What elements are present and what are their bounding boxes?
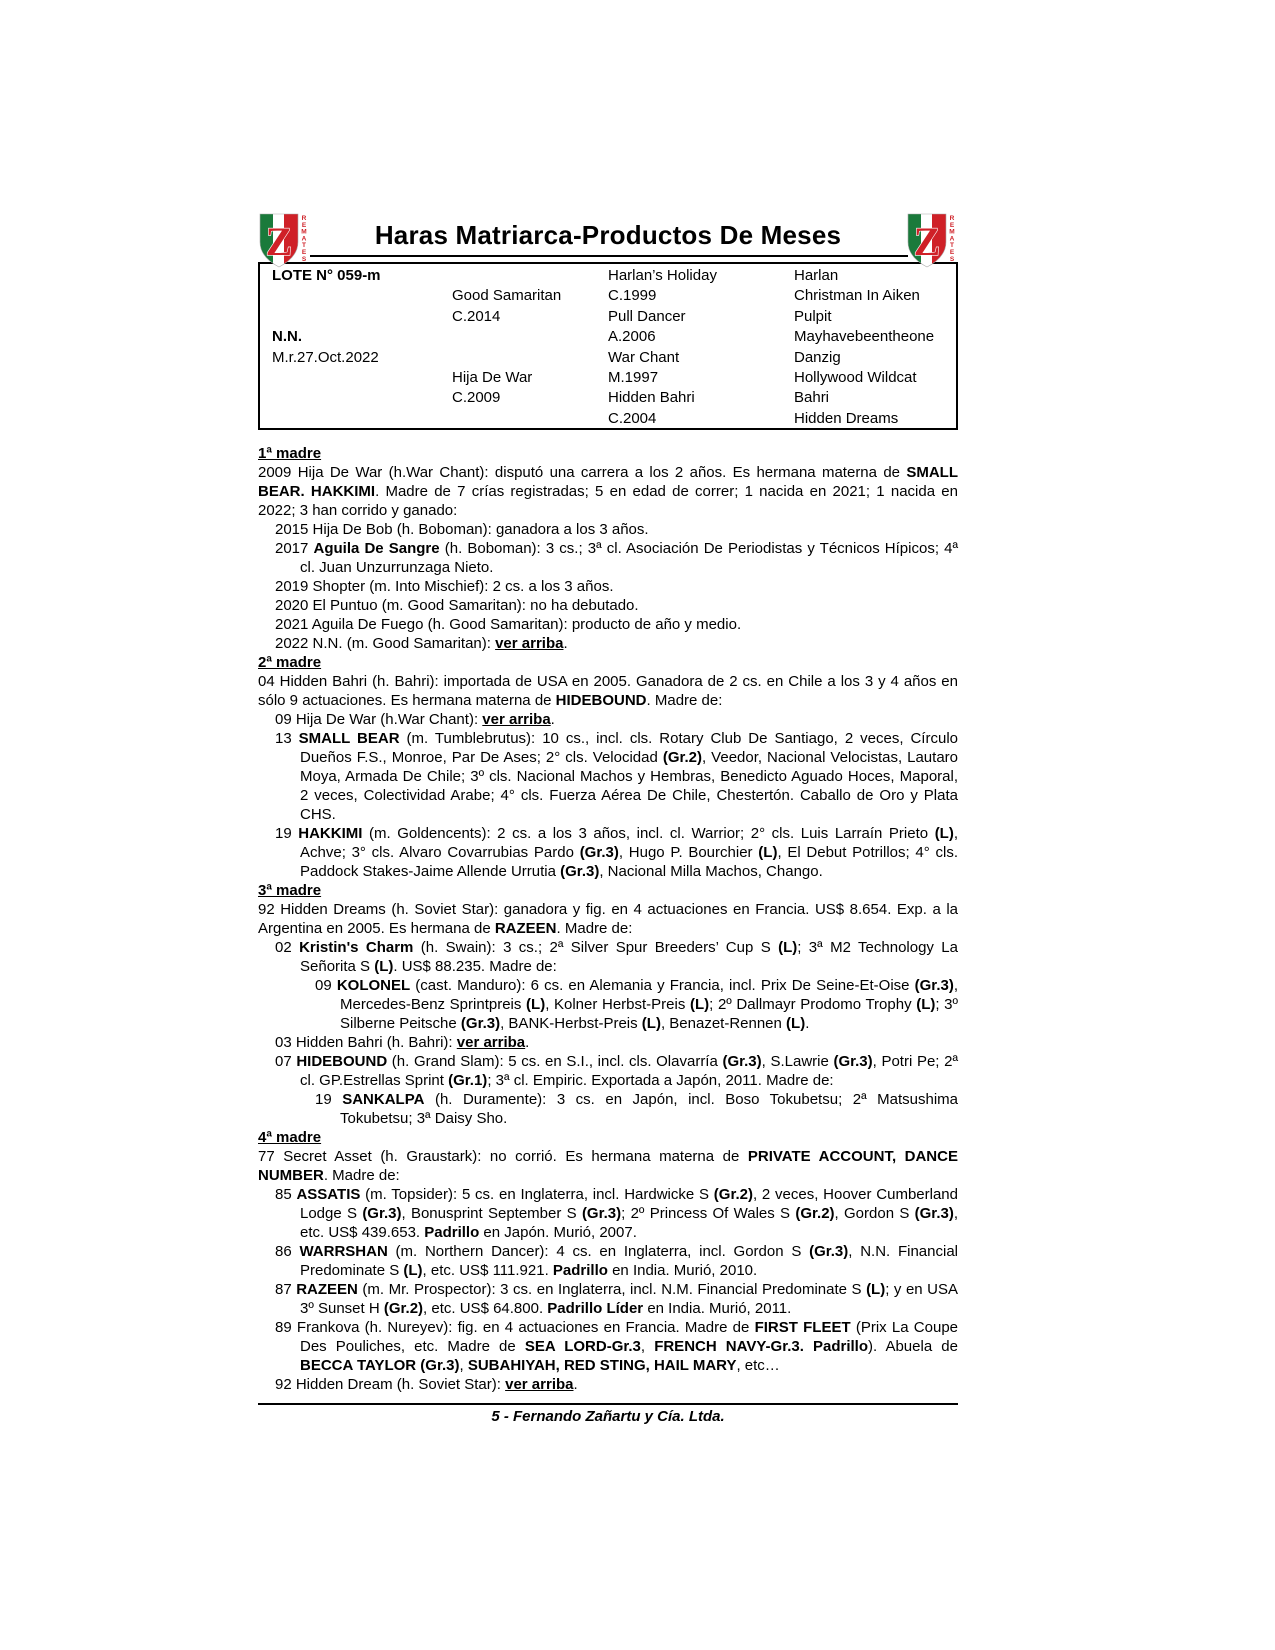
text-segment: WARRSHAN xyxy=(299,1243,388,1260)
pedigree-cell: M.1997 xyxy=(608,368,659,386)
logo-monogram: Z xyxy=(265,219,293,264)
text-segment: 02 xyxy=(275,939,300,956)
pedigree-cell: C.1999 xyxy=(608,287,657,305)
text-segment: 2020 El Puntuo (m. Good Samaritan): no ha debutado. xyxy=(275,597,639,614)
text-segment: (cast. Manduro): 6 cs. en Alemania y Francia, incl. Prix De Seine-Et-Oise xyxy=(410,977,915,994)
footer-text: 5 - Fernando Zañartu y Cía. Ltda. xyxy=(491,1408,725,1425)
pedigree-row xyxy=(260,266,956,286)
pedigree-notes xyxy=(258,444,958,1394)
zj-remates-logo-right xyxy=(906,211,958,271)
logo-side-text: R E M A T E S xyxy=(301,215,307,263)
text-segment: . Madre de: xyxy=(556,920,633,937)
text-segment: . Madre de: xyxy=(323,1167,400,1184)
note-paragraph xyxy=(258,710,958,729)
text-segment: HAKKIMI xyxy=(298,825,363,842)
text-segment: , S.Lawrie xyxy=(761,1053,834,1070)
pedigree-table xyxy=(258,262,958,430)
section-heading: 4ª madre xyxy=(258,1129,322,1146)
text-segment: (m. Mr. Prospector): 3 cs. en Inglaterra, incl. N.M. Financial Predominate S xyxy=(357,1281,867,1298)
note-paragraph xyxy=(258,634,958,653)
text-segment: HIDEBOUND xyxy=(555,692,647,709)
note-paragraph xyxy=(258,463,958,520)
pedigree-row xyxy=(260,286,956,306)
text-segment: FIRST FLEET xyxy=(754,1319,851,1336)
pedigree-cell: Pulpit xyxy=(794,307,832,325)
text-segment: 07 xyxy=(275,1053,297,1070)
text-segment: (L) xyxy=(786,1015,806,1032)
text-segment: (Gr.1) xyxy=(448,1072,488,1089)
pedigree-cell: A.2006 xyxy=(608,328,656,346)
text-segment: 13 xyxy=(275,730,299,747)
text-segment: (L) xyxy=(758,844,778,861)
text-segment: (Gr.2) xyxy=(383,1300,424,1317)
pedigree-cell: War Chant xyxy=(608,348,680,366)
text-segment: 2022 N.N. (m. Good Samaritan): xyxy=(275,635,496,652)
text-segment: Padrillo xyxy=(552,1262,608,1279)
text-segment: en India. Murió, 2011. xyxy=(643,1300,792,1317)
note-paragraph xyxy=(258,1090,958,1128)
pedigree-cell: N.N. xyxy=(272,328,302,346)
text-segment: , xyxy=(640,1338,655,1355)
text-segment: (L) xyxy=(374,958,394,975)
text-segment: , etc… xyxy=(736,1357,780,1374)
text-segment: , BANK-Herbst-Preis xyxy=(500,1015,642,1032)
text-segment: ; 3ª M2 Technology La Señorita S xyxy=(300,939,958,975)
text-segment: 2017 xyxy=(275,540,314,557)
pedigree-cell: C.2009 xyxy=(452,389,501,407)
text-segment: en India. Murió, 2010. xyxy=(607,1262,758,1279)
text-segment: (h. Grand Slam): 5 cs. en S.I., incl. cls. Olavarría xyxy=(387,1053,723,1070)
note-paragraph xyxy=(258,900,958,938)
text-segment: ASSATIS xyxy=(296,1186,361,1203)
text-segment: 2015 Hija De Bob (h. Boboman): ganadora a los 3 años. xyxy=(275,521,649,538)
pedigree-cell: LOTE N° 059-m xyxy=(272,267,381,284)
pedigree-cell: Christman In Aiken xyxy=(794,287,920,305)
note-paragraph xyxy=(258,1375,958,1394)
text-segment: RAZEEN xyxy=(296,1281,358,1298)
text-segment: KOLONEL xyxy=(336,977,411,994)
pedigree-cell: Hidden Bahri xyxy=(608,389,695,407)
pedigree-cell: C.2014 xyxy=(452,307,501,325)
logo-monogram: Z xyxy=(913,219,941,264)
text-segment: (L) xyxy=(778,939,798,956)
text-segment: (L) xyxy=(934,825,954,842)
pedigree-cell: Mayhavebeentheone xyxy=(794,328,935,346)
text-segment: (Gr.2) xyxy=(713,1186,753,1203)
pedigree-cell: Hija De War xyxy=(452,368,533,386)
text-segment: 92 Hidden Dream (h. Soviet Star): xyxy=(275,1376,506,1393)
text-segment: (m. Tumblebrutus): 10 cs., incl. cls. Rotary Club De Santiago, 2 veces, Círculo Dueños F.S., Monroe, Par De Ases; 2° cls. Velocidad xyxy=(300,730,958,766)
text-segment: , Bonusprint September S xyxy=(401,1205,582,1222)
text-segment: (m. Northern Dancer): 4 cs. en Inglaterra, incl. Gordon S xyxy=(387,1243,810,1260)
text-segment: ; 3º Silberne Peitsche xyxy=(340,996,959,1032)
pedigree-cell: Bahri xyxy=(794,389,830,407)
text-segment: , Gordon S xyxy=(834,1205,915,1222)
text-segment: BECCA TAYLOR (Gr.3) xyxy=(300,1357,460,1374)
text-segment: 87 xyxy=(275,1281,297,1298)
pedigree-cell: Pull Dancer xyxy=(608,307,686,325)
text-segment: 2019 Shopter (m. Into Mischief): 2 cs. a los 3 años. xyxy=(275,578,614,595)
note-paragraph xyxy=(258,1242,958,1280)
text-segment: (L) xyxy=(526,996,546,1013)
text-segment: en Japón. Murió, 2007. xyxy=(479,1224,637,1241)
text-segment: (Gr.3) xyxy=(833,1053,873,1070)
text-segment: (h. Swain): 3 cs.; 2ª Silver Spur Breeders’ Cup S xyxy=(413,939,779,956)
ver-arriba-ref: ver arriba xyxy=(482,711,551,728)
pedigree-cell xyxy=(452,266,608,286)
text-segment: . US$ 88.235. Madre de: xyxy=(393,958,557,975)
text-segment: 92 Hidden Dreams (h. Soviet Star): ganadora y fig. en 4 actuaciones en Francia. US$ 8.654. Exp. a la Argentina en 2005. Es hermana de xyxy=(258,901,958,937)
text-segment: HIDEBOUND xyxy=(296,1053,388,1070)
text-segment: , Achve; 3° cls. Alvaro Covarrubias Pardo xyxy=(300,825,959,861)
note-paragraph xyxy=(258,520,958,539)
text-segment: , N.N. Financial Predominate S xyxy=(300,1243,958,1279)
note-paragraph xyxy=(258,1185,958,1242)
text-segment: (h. Duramente): 3 cs. en Japón, incl. Boso Tokubetsu; 2ª Matsushima Tokubetsu; 3ª Daisy Sho. xyxy=(340,1091,958,1127)
text-segment: (h. Boboman): 3 cs.; 3ª cl. Asociación De Periodistas y Técnicos Hípicos; 4ª cl. Juan Unzurrunzaga Nieto. xyxy=(300,540,959,576)
pedigree-cell xyxy=(260,368,452,388)
text-segment: SMALL BEAR xyxy=(298,730,400,747)
note-paragraph xyxy=(258,1033,958,1052)
header-rule xyxy=(310,255,908,257)
text-segment: FRENCH NAVY-Gr.3. Padrillo xyxy=(654,1338,869,1355)
text-segment: (Prix La Coupe Des Pouliches, etc. Madre de xyxy=(300,1319,959,1355)
text-segment: 04 Hidden Bahri (h. Bahri): importada de USA en 2005. Ganadora de 2 cs. en Chile a los 3 y 4 años en sólo 9 actuaciones. Es hermana materna de xyxy=(258,673,958,709)
pedigree-cell xyxy=(260,307,452,327)
text-segment: , Potri Pe; 2ª cl. GP.Estrellas Sprint xyxy=(300,1053,958,1089)
text-segment: (L) xyxy=(641,1015,661,1032)
text-segment: 19 xyxy=(315,1091,343,1108)
note-paragraph xyxy=(258,1318,958,1375)
pedigree-row xyxy=(260,388,956,408)
note-paragraph xyxy=(258,672,958,710)
text-segment: 09 xyxy=(315,977,337,994)
text-segment: (Gr.2) xyxy=(662,749,703,766)
text-segment: (m. Goldencents): 2 cs. a los 3 años, incl. cl. Warrior; 2° cls. Luis Larraín Prieto xyxy=(362,825,935,842)
text-segment: ; y en USA 3º Sunset H xyxy=(300,1281,958,1317)
text-segment: SMALL BEAR. HAKKIMI xyxy=(258,464,958,500)
note-paragraph xyxy=(258,938,958,976)
text-segment: , etc. US$ 439.653. xyxy=(300,1205,958,1241)
pedigree-cell xyxy=(260,388,452,408)
text-segment: 89 Frankova (h. Nureyev): fig. en 4 actuaciones en Francia. Madre de xyxy=(275,1319,755,1336)
section-heading: 3ª madre xyxy=(258,882,322,899)
text-segment: 86 xyxy=(275,1243,300,1260)
text-segment: (Gr.3) xyxy=(581,1205,622,1222)
text-segment: ). Abuela de xyxy=(868,1338,958,1355)
text-segment: RAZEEN xyxy=(494,920,557,937)
note-paragraph xyxy=(258,824,958,881)
ver-arriba-ref: ver arriba xyxy=(456,1034,526,1051)
text-segment: (Gr.3) xyxy=(460,1015,501,1032)
text-segment: . xyxy=(573,1376,578,1393)
text-segment: 09 Hija De War (h.War Chant): xyxy=(275,711,483,728)
text-segment: (Gr.3) xyxy=(914,1205,954,1222)
text-segment: (Gr.3) xyxy=(722,1053,762,1070)
text-segment: , etc. US$ 64.800. xyxy=(423,1300,548,1317)
text-segment: , xyxy=(459,1357,468,1374)
note-paragraph xyxy=(258,539,958,577)
text-segment: (L) xyxy=(689,996,710,1013)
note-paragraph xyxy=(258,1147,958,1185)
text-segment: . xyxy=(805,1015,810,1032)
page-header xyxy=(258,210,958,262)
pedigree-row xyxy=(260,368,956,388)
section-heading: 1ª madre xyxy=(258,445,322,462)
text-segment: . xyxy=(550,711,555,728)
pedigree-cell xyxy=(452,348,608,368)
note-paragraph xyxy=(258,615,958,634)
pedigree-cell xyxy=(260,286,452,306)
text-segment: PRIVATE ACCOUNT, DANCE NUMBER xyxy=(258,1148,958,1184)
text-segment: , Nacional Milla Machos, Chango. xyxy=(599,863,823,880)
text-segment: SANKALPA xyxy=(342,1091,425,1108)
text-segment: 85 xyxy=(275,1186,297,1203)
pedigree-cell: C.2004 xyxy=(608,409,657,427)
text-segment: (Gr.3) xyxy=(809,1243,849,1260)
pedigree-row xyxy=(260,409,956,429)
pedigree-cell: Good Samaritan xyxy=(452,287,562,305)
text-segment: , Mercedes-Benz Sprintpreis xyxy=(340,977,958,1013)
text-segment: Padrillo xyxy=(424,1224,480,1241)
text-segment: , Benazet-Rennen xyxy=(660,1015,787,1032)
text-segment: Aguila De Sangre xyxy=(313,540,440,557)
text-segment: , El Debut Potrillos; 4° cls. Paddock Stakes-Jaime Allende Urrutia xyxy=(300,844,958,880)
text-segment: (m. Topsider): 5 cs. en Inglaterra, incl. Hardwicke S xyxy=(360,1186,714,1203)
pedigree-cell xyxy=(452,409,608,429)
section-heading: 2ª madre xyxy=(258,654,322,671)
pedigree-cell: M.r.27.Oct.2022 xyxy=(272,348,379,366)
text-segment: 77 Secret Asset (h. Graustark): no corrió. Es hermana materna de xyxy=(258,1148,748,1165)
text-segment: , Hugo P. Bourchier xyxy=(618,844,759,861)
text-segment: ; 2º Dallmayr Prodomo Trophy xyxy=(709,996,917,1013)
text-segment: 03 Hidden Bahri (h. Bahri): xyxy=(275,1034,457,1051)
pedigree-row xyxy=(260,307,956,327)
page-content xyxy=(258,210,958,1426)
text-segment: , etc. US$ 111.921. xyxy=(422,1262,553,1279)
text-segment: 19 xyxy=(275,825,299,842)
text-segment: , Kolner Herbst-Preis xyxy=(545,996,690,1013)
pedigree-row xyxy=(260,348,956,368)
text-segment: SUBAHIYAH, RED STING, HAIL MARY xyxy=(467,1357,737,1374)
text-segment: SEA LORD-Gr.3 xyxy=(524,1338,641,1355)
pedigree-row xyxy=(260,327,956,347)
note-paragraph xyxy=(258,596,958,615)
text-segment: 2021 Aguila De Fuego (h. Good Samaritan): producto de año y medio. xyxy=(275,616,742,633)
note-paragraph xyxy=(258,577,958,596)
page-title: Haras Matriarca-Productos De Meses xyxy=(374,220,842,250)
pedigree-cell xyxy=(452,327,608,347)
note-paragraph xyxy=(258,976,958,1033)
text-segment: ; 3ª cl. Empiric. Exportada a Japón, 2011. Madre de: xyxy=(487,1072,834,1089)
note-paragraph xyxy=(258,729,958,824)
text-segment: (L) xyxy=(916,996,936,1013)
text-segment: Kristin's Charm xyxy=(299,939,414,956)
text-segment: (Gr.3) xyxy=(914,977,954,994)
text-segment: (L) xyxy=(866,1281,886,1298)
text-segment: . Madre de: xyxy=(646,692,723,709)
pedigree-cell xyxy=(260,409,452,429)
text-segment: . Madre de 7 crías registradas; 5 en edad de correr; 1 nacida en 2021; 1 nacida en 2022; 3 han corrido y ganado: xyxy=(258,483,958,519)
text-segment: . xyxy=(563,635,568,652)
logo-side-text: R E M A T E S xyxy=(949,215,955,263)
ver-arriba-ref: ver arriba xyxy=(495,635,564,652)
text-segment: . xyxy=(525,1034,530,1051)
pedigree-cell: Hollywood Wildcat xyxy=(794,368,917,386)
text-segment: (Gr.3) xyxy=(560,863,600,880)
text-segment: (Gr.3) xyxy=(579,844,619,861)
pedigree-cell: Hidden Dreams xyxy=(794,409,899,427)
pedigree-cell: Harlan’s Holiday xyxy=(608,267,717,284)
text-segment: , Veedor, Nacional Velocistas, Lautaro Moya, Armada De Chile; 3º cls. Nacional Machos y Hembras, Benedicto Aguado Hoces, Maporal, 2 veces, Colectividad Arabe; 4° cls. Fuerza Aérea De Chile, Chestertón. Caballo de Oro y Plata CHS. xyxy=(300,749,959,823)
note-paragraph xyxy=(258,1052,958,1090)
text-segment: , 2 veces, Hoover Cumberland Lodge S xyxy=(300,1186,958,1222)
page-footer xyxy=(258,1403,958,1426)
text-segment: (L) xyxy=(403,1262,423,1279)
text-segment: 2009 Hija De War (h.War Chant): disputó una carrera a los 2 años. Es hermana materna de xyxy=(258,464,907,481)
text-segment: (Gr.2) xyxy=(795,1205,835,1222)
ver-arriba-ref: ver arriba xyxy=(505,1376,574,1393)
text-segment: ; 2º Princess Of Wales S xyxy=(621,1205,796,1222)
text-segment: (Gr.3) xyxy=(362,1205,402,1222)
note-paragraph xyxy=(258,1280,958,1318)
text-segment: Padrillo Líder xyxy=(547,1300,644,1317)
pedigree-cell: Harlan xyxy=(794,267,839,284)
pedigree-cell: Danzig xyxy=(794,348,841,366)
